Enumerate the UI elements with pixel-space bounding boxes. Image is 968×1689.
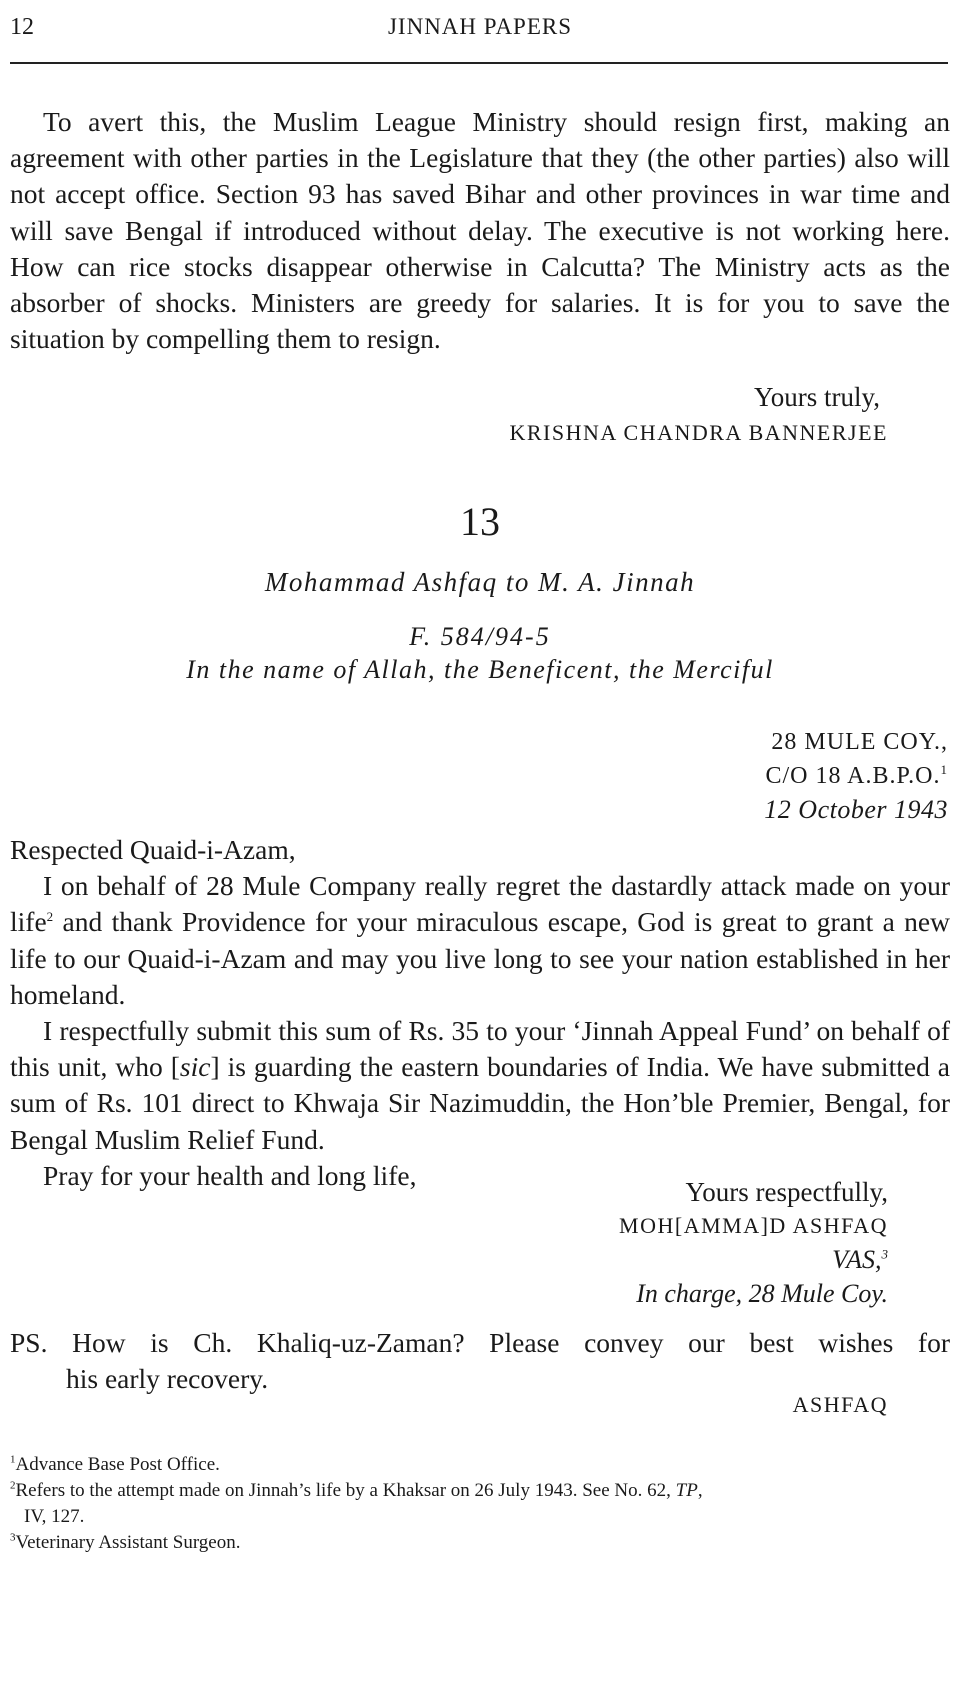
page-number: 12 <box>10 14 34 40</box>
running-head: JINNAH PAPERS <box>387 14 573 39</box>
signatory-name: MOH[AMMA]D ASHFAQ <box>619 1213 888 1238</box>
letter-continuation <box>10 104 950 357</box>
footnote: $^1$Advance Base Post Office. <box>10 1453 220 1475</box>
postscript-line-1: PS. How is Ch. Khaliq-uz-Zaman? Please convey our best wishes for <box>10 1327 950 1358</box>
footnotes <box>10 1452 950 1556</box>
letter-body <box>10 832 950 1194</box>
signatory-role: In charge, 28 Mule Coy. <box>636 1279 888 1308</box>
closing-yours-respectfully: Yours respectfully, <box>685 1177 888 1207</box>
body-paragraph: I on behalf of 28 Mule Company really regret the dastardly attack made on your life$^2$ and thank Providence for your miraculous escape, God is great to grant a new life to our Quaid-i-Azam and may you live long to see your nation established in her homeland. <box>10 870 950 1010</box>
body-paragraph: To avert this, the Muslim League Ministry should resign first, making an agreement with other parties in the Legislature that they (the other parties) also will not accept office. Section 93 has saved Bihar and other provinces in war time and will save Bengal if introduced without delay. The executive is not working here. How can rice stocks disappear otherwise in Calcutta? The Ministry acts as the absorber of shocks. Ministers are greedy for salaries. It is for you to save the situation by compelling them to resign. <box>10 106 950 355</box>
footnote-ref-3[interactable]: 3 <box>881 1246 888 1262</box>
sic-marker: sic <box>179 1051 211 1083</box>
footnote: $^3$Veterinary Assistant Surgeon. <box>10 1531 241 1553</box>
postscript-signature: ASHFAQ <box>792 1392 888 1417</box>
body-paragraph: Pray for your health and long life, <box>43 1159 417 1191</box>
postscript <box>10 1325 950 1397</box>
postscript-line-2: his early recovery. <box>66 1363 269 1394</box>
file-reference: F. 584/94-5 <box>409 622 551 651</box>
address-line-1: 28 MULE COY., <box>771 729 948 755</box>
closing-yours-truly: Yours truly, <box>753 382 880 412</box>
address-line-2: C/O 18 A.B.P.O.$^1$ <box>765 762 948 789</box>
signatory-title: VAS,$^3$ <box>832 1245 888 1274</box>
page-header <box>10 8 950 48</box>
document-title: Mohammad Ashfaq to M. A. Jinnah <box>264 567 696 597</box>
header-rule <box>10 62 948 64</box>
salutation: Respected Quaid-i-Azam, <box>10 834 296 865</box>
signature-block <box>619 1175 888 1311</box>
footnote-ref-2[interactable]: 2 <box>46 909 54 925</box>
letter-date: 12 October 1943 <box>764 795 948 824</box>
invocation: In the name of Allah, the Beneficent, the Merciful <box>186 655 774 684</box>
body-paragraph: I respectfully submit this sum of Rs. 35 to your ‘Jinnah Appeal Fund’ on behalf of this unit, who [sic] is guarding the eastern boundaries of India. We have submitted a sum of Rs. 101 direct to Khwaja Sir Nazimuddin, the Hon’ble Premier, Bengal, for Bengal Muslim Relief Fund. <box>10 1015 951 1155</box>
document-number: 13 <box>460 499 500 544</box>
sender-address <box>764 725 948 827</box>
footnote-ref-1[interactable]: 1 <box>940 762 948 777</box>
footnote: $^2$Refers to the attempt made on Jinnah’s life by a Khaksar on 26 July 1943. See No. 62, TP, IV, 127. <box>10 1479 703 1527</box>
signatory-name: KRISHNA CHANDRA BANNERJEE <box>509 420 888 445</box>
